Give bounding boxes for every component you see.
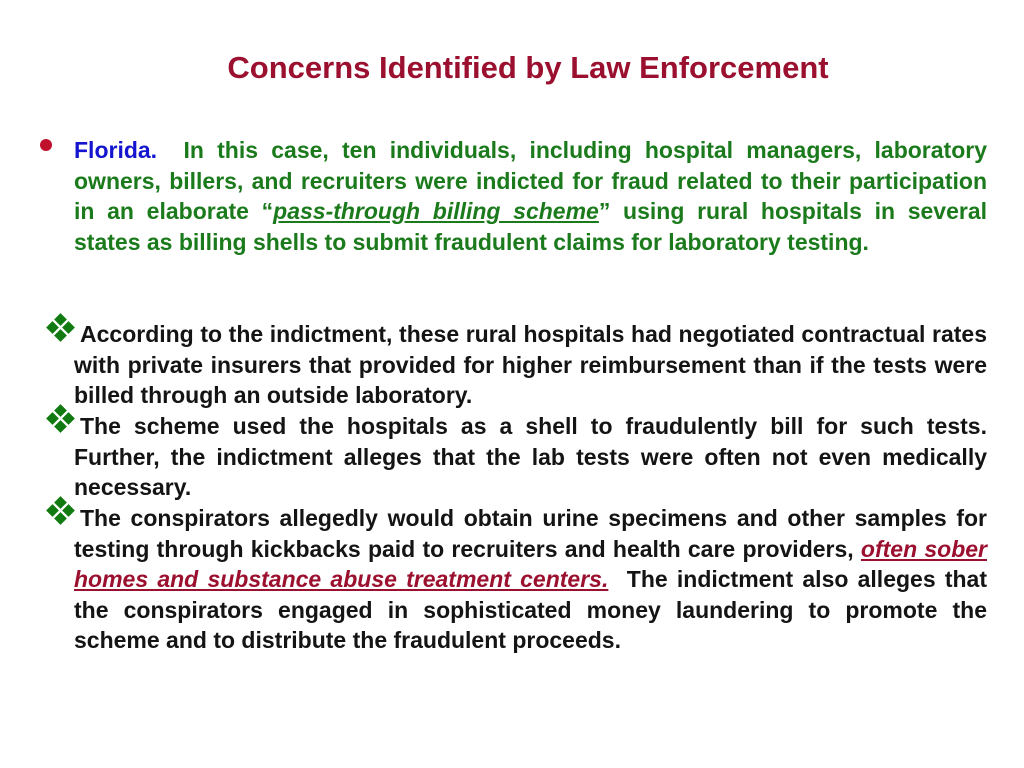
main-bullet-lead: Florida. [74,137,158,163]
main-bullet-florida [74,135,994,257]
main-bullet-text-before: In this case, ten individuals, including hospital managers, laboratory owners, billers, and recruiters were indicted for fraud related to their participation in an elaborate “ [74,137,994,225]
sub-bullet-1 [74,319,987,411]
main-bullet-text-after: ” using rural hospitals in several states as billing shells to submit fraudulent claims for laboratory testing. [74,198,987,255]
diamond-bullet-icon [44,313,78,343]
sub-bullet-2 [74,411,1000,503]
bullet-dot-icon [40,139,52,151]
sub-bullet-3 [74,503,994,656]
sub-bullet-3-highlight: often sober homes and substance abuse treatment centers. [74,535,988,593]
diamond-bullet-icon [44,496,78,526]
sub-bullet-2-text: The scheme used the hospitals as a shell to fraudulently bill for such tests. Further, the indictment alleges that the lab tests were often not even medically necessary. [74,413,1000,501]
sub-bullet-3-text-after: The indictment also alleges that the conspirators engaged in sophisticated money laundering to promote the scheme and to distribute the fraudulent proceeds. [74,566,994,654]
diamond-bullet-icon [44,404,78,434]
slide-title: Concerns Identified by Law Enforcement [227,50,829,85]
main-bullet-emphasis: pass-through billing scheme [273,198,599,225]
sub-bullet-3-text-before: The conspirators allegedly would obtain urine specimens and other samples for testing through kickbacks paid to recruiters and health care providers, [74,505,994,562]
sub-bullet-1-text: According to the indictment, these rural hospitals had negotiated contractual rates with private insurers that provided for higher reimbursement than if the tests were billed through an outside laboratory. [74,321,987,409]
